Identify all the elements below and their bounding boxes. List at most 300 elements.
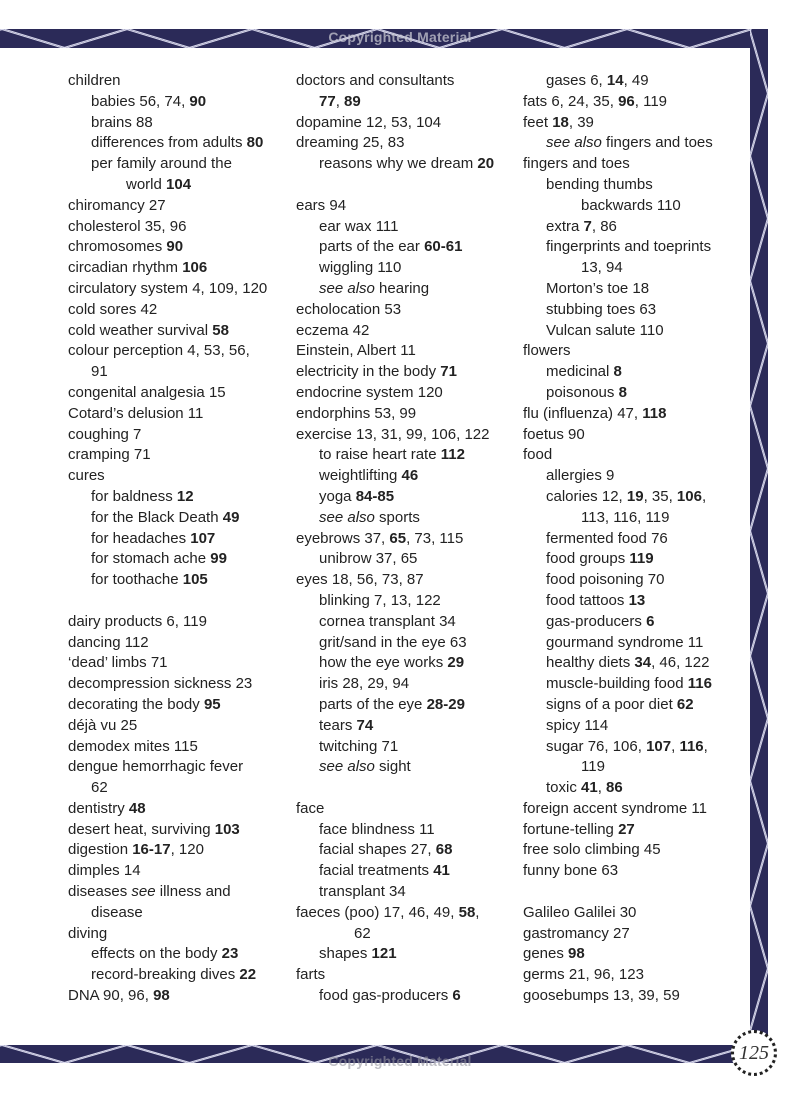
entry-text: dairy products 6, 119 bbox=[68, 612, 207, 630]
index-entry bbox=[523, 799, 748, 820]
page-ref-bold: 12 bbox=[176, 487, 194, 505]
entry-text: gas-producers bbox=[546, 612, 647, 630]
entry-text: calories 12, bbox=[546, 487, 627, 505]
page-ref-bold: 20 bbox=[477, 155, 495, 173]
index-subentry bbox=[296, 986, 516, 1007]
entry-text: chiromancy 27 bbox=[68, 196, 166, 214]
page-ref-bold: 106 bbox=[676, 487, 702, 505]
entry-text: DNA 90, 96, bbox=[68, 987, 154, 1005]
page-ref-bold: 119 bbox=[629, 550, 654, 568]
index-subentry bbox=[68, 113, 288, 134]
entry-text: Galileo Galilei 30 bbox=[523, 903, 637, 921]
entry-text: allergies 9 bbox=[546, 467, 615, 485]
entry-text: muscle-building food bbox=[546, 675, 688, 693]
entry-text: how the eye works bbox=[319, 654, 448, 672]
blank-line bbox=[523, 882, 748, 903]
page-ref-bold: 6 bbox=[646, 612, 655, 630]
page-ref-bold: 90 bbox=[166, 238, 184, 256]
entry-text: , 120 bbox=[170, 841, 204, 859]
page-ref-bold: 86 bbox=[606, 779, 623, 797]
entry-text: , 49 bbox=[623, 72, 649, 89]
entry-text: iris 28, 29, 94 bbox=[319, 675, 410, 693]
page-ref-bold: 68 bbox=[435, 841, 453, 859]
index-subentry bbox=[523, 258, 748, 279]
index-subentry bbox=[523, 175, 748, 196]
index-subentry bbox=[523, 633, 748, 654]
index-subentry bbox=[68, 570, 288, 591]
index-subentry bbox=[296, 716, 516, 737]
page-ref-bold: 23 bbox=[221, 945, 239, 963]
index-subentry bbox=[523, 674, 748, 695]
index-subentry bbox=[296, 258, 516, 279]
index-entry bbox=[68, 695, 288, 716]
index-entry bbox=[523, 154, 748, 175]
index-entry bbox=[523, 944, 748, 965]
page-ref-bold: 116 bbox=[679, 737, 704, 755]
right-decorative-border bbox=[750, 29, 768, 1039]
index-entry bbox=[523, 861, 748, 882]
index-entry bbox=[68, 383, 288, 404]
entry-text: doctors and consultants bbox=[296, 72, 455, 89]
index-entry bbox=[68, 986, 288, 1007]
index-subentry bbox=[68, 903, 288, 924]
blank-line bbox=[296, 175, 516, 196]
entry-text: fingerprints and toeprints bbox=[546, 238, 712, 256]
entry-text: sight bbox=[374, 758, 411, 776]
entry-text: effects on the body bbox=[91, 945, 222, 963]
entry-text: decorating the body bbox=[68, 695, 204, 713]
entry-text: cornea transplant 34 bbox=[319, 612, 456, 630]
index-subentry bbox=[523, 196, 748, 217]
page-ref-bold: 99 bbox=[210, 550, 227, 568]
entry-text: dentistry bbox=[68, 799, 129, 817]
cross-reference: see also bbox=[319, 758, 375, 776]
entry-text: Cotard’s delusion 11 bbox=[68, 404, 204, 422]
cross-reference: see bbox=[131, 883, 156, 901]
index-entry bbox=[523, 404, 748, 425]
page-ref-bold: 98 bbox=[153, 987, 170, 1005]
entry-text: funny bone 63 bbox=[523, 862, 619, 880]
index-entry bbox=[68, 404, 288, 425]
page-ref-bold: 112 bbox=[440, 446, 465, 464]
entry-text: fats 6, 24, 35, bbox=[523, 92, 619, 110]
index-entry bbox=[68, 196, 288, 217]
index-entry bbox=[68, 466, 288, 487]
index-entry bbox=[68, 674, 288, 695]
entry-text: ear wax 111 bbox=[319, 217, 399, 235]
index-entry bbox=[68, 425, 288, 446]
entry-text: circadian rhythm bbox=[68, 259, 183, 277]
entry-text: fermented food 76 bbox=[546, 529, 668, 547]
index-subentry bbox=[523, 217, 748, 238]
entry-text: electricity in the body bbox=[296, 363, 441, 381]
index-entry bbox=[68, 71, 288, 92]
index-entry bbox=[296, 903, 516, 924]
index-subentry bbox=[296, 445, 516, 466]
index-entry bbox=[68, 279, 288, 300]
entry-text: , 119 bbox=[634, 92, 667, 110]
entry-text: diving bbox=[68, 924, 108, 942]
page-number: 125 bbox=[739, 1041, 769, 1064]
entry-text: extra bbox=[546, 217, 584, 235]
entry-text: yoga bbox=[319, 487, 356, 505]
index-entry bbox=[68, 341, 288, 362]
entry-text: 113, 116, 119 bbox=[581, 508, 670, 526]
page-ref-bold: 121 bbox=[371, 945, 397, 963]
page-ref-bold: 58 bbox=[458, 903, 476, 921]
index-subentry bbox=[68, 965, 288, 986]
entry-text: food bbox=[523, 446, 553, 464]
index-entry bbox=[296, 300, 516, 321]
entry-text: flowers bbox=[523, 342, 571, 360]
entry-text: toxic bbox=[546, 779, 582, 797]
entry-text: fingers and toes bbox=[523, 155, 630, 173]
entry-text: Morton’s toe 18 bbox=[546, 279, 650, 297]
index-subentry bbox=[68, 92, 288, 113]
page-ref-bold: 65 bbox=[389, 529, 407, 547]
entry-text: dreaming 25, 83 bbox=[296, 134, 405, 152]
index-entry bbox=[523, 903, 748, 924]
entry-text: food poisoning 70 bbox=[546, 571, 665, 589]
page-ref-bold: 104 bbox=[166, 175, 192, 193]
index-subentry bbox=[296, 549, 516, 570]
index-subentry bbox=[296, 508, 516, 529]
index-entry bbox=[296, 425, 516, 446]
index-subentry bbox=[296, 237, 516, 258]
page-ref-bold: 95 bbox=[203, 695, 221, 713]
index-subentry bbox=[523, 508, 748, 529]
index-subentry bbox=[296, 279, 516, 300]
index-subentry bbox=[523, 529, 748, 550]
entry-text: gourmand syndrome 11 bbox=[546, 633, 704, 651]
index-entry bbox=[296, 113, 516, 134]
entry-text: hearing bbox=[374, 279, 430, 297]
entry-text: food tattoos bbox=[546, 591, 629, 609]
page-ref-bold: 62 bbox=[676, 695, 694, 713]
page-ref-bold: 14 bbox=[606, 72, 624, 89]
page-ref-bold: 8 bbox=[613, 363, 622, 381]
entry-text: , 86 bbox=[591, 217, 617, 235]
index-subentry bbox=[68, 175, 288, 196]
entry-text: illness and bbox=[155, 883, 231, 901]
page-ref-bold: 27 bbox=[618, 820, 635, 838]
index-subentry bbox=[523, 549, 748, 570]
index-subentry bbox=[296, 154, 516, 175]
index-entry bbox=[296, 71, 516, 92]
entry-text: dopamine 12, 53, 104 bbox=[296, 113, 442, 131]
index-subentry bbox=[523, 591, 748, 612]
entry-text: endocrine system 120 bbox=[296, 383, 443, 401]
entry-text: diseases bbox=[68, 883, 132, 901]
index-subentry bbox=[296, 633, 516, 654]
index-entry bbox=[296, 341, 516, 362]
index-entry bbox=[523, 113, 748, 134]
entry-text: dancing 112 bbox=[68, 633, 149, 651]
index-subentry bbox=[68, 529, 288, 550]
blank-line bbox=[68, 591, 288, 612]
page-ref-bold: 19 bbox=[626, 487, 644, 505]
index-subentry bbox=[523, 237, 748, 258]
index-entry bbox=[523, 965, 748, 986]
entry-text: genes bbox=[523, 945, 569, 963]
index-subentry bbox=[68, 154, 288, 175]
page-ref-bold: 89 bbox=[344, 92, 361, 110]
entry-text: facial shapes 27, bbox=[319, 841, 436, 859]
index-entry bbox=[296, 404, 516, 425]
page-ref-bold: 84-85 bbox=[355, 487, 395, 505]
entry-text: decompression sickness 23 bbox=[68, 675, 253, 693]
entry-text: unibrow 37, 65 bbox=[319, 550, 418, 568]
index-subentry bbox=[296, 695, 516, 716]
index-entry bbox=[296, 529, 516, 550]
entry-text: weightlifting bbox=[319, 467, 402, 485]
index-subentry bbox=[296, 487, 516, 508]
entry-text: parts of the eye bbox=[319, 695, 427, 713]
entry-text: chromosomes bbox=[68, 238, 167, 256]
entry-text: feet bbox=[523, 113, 553, 131]
index-subentry bbox=[523, 466, 748, 487]
index-entry bbox=[296, 321, 516, 342]
entry-text: sugar 76, 106, bbox=[546, 737, 647, 755]
blank-line bbox=[296, 778, 516, 799]
index-subentry bbox=[523, 653, 748, 674]
entry-text: , bbox=[335, 92, 345, 110]
entry-text: spicy 114 bbox=[546, 716, 609, 734]
entry-text: disease bbox=[91, 903, 143, 921]
entry-text: transplant 34 bbox=[319, 883, 406, 901]
page-ref-bold: 96 bbox=[618, 92, 635, 110]
entry-text: déjà vu 25 bbox=[68, 716, 138, 734]
index-entry bbox=[523, 341, 748, 362]
entry-text: differences from adults bbox=[91, 134, 247, 152]
entry-text: desert heat, surviving bbox=[68, 820, 215, 838]
index-subentry bbox=[523, 757, 748, 778]
entry-text: dengue hemorrhagic fever bbox=[68, 758, 244, 776]
index-subentry bbox=[523, 612, 748, 633]
entry-text: for baldness bbox=[91, 487, 177, 505]
entry-text: poisonous bbox=[546, 383, 619, 401]
entry-text: signs of a poor diet bbox=[546, 695, 677, 713]
entry-text: per family around the bbox=[91, 155, 232, 173]
entry-text: , bbox=[671, 737, 680, 755]
entry-text: stubbing toes 63 bbox=[546, 300, 657, 318]
page-ref-bold: 48 bbox=[128, 799, 146, 817]
entry-text: eczema 42 bbox=[296, 321, 370, 339]
page-ref-bold: 34 bbox=[634, 654, 652, 672]
entry-text: grit/sand in the eye 63 bbox=[319, 633, 467, 651]
entry-text: endorphins 53, 99 bbox=[296, 404, 417, 422]
index-entry bbox=[296, 383, 516, 404]
entry-text: for headaches bbox=[91, 529, 191, 547]
entry-text: medicinal bbox=[546, 363, 614, 381]
entry-text: farts bbox=[296, 966, 326, 984]
entry-text: echolocation 53 bbox=[296, 300, 402, 318]
page-ref-bold: 106 bbox=[182, 259, 208, 277]
entry-text: twitching 71 bbox=[319, 737, 399, 755]
index-entry bbox=[68, 300, 288, 321]
page-ref-bold: 118 bbox=[642, 404, 667, 422]
entry-text: sports bbox=[374, 508, 420, 526]
index-entry bbox=[68, 237, 288, 258]
page-ref-bold: 80 bbox=[246, 134, 264, 152]
index-subentry bbox=[523, 279, 748, 300]
page-ref-bold: 58 bbox=[212, 321, 229, 339]
index-subentry bbox=[296, 217, 516, 238]
entry-text: children bbox=[68, 72, 121, 89]
index-entry bbox=[68, 882, 288, 903]
entry-text: exercise 13, 31, 99, 106, 122 bbox=[296, 425, 490, 443]
index-subentry bbox=[68, 778, 288, 799]
index-entry bbox=[296, 570, 516, 591]
entry-text: for toothache bbox=[91, 571, 183, 589]
cross-reference: see also bbox=[319, 279, 375, 297]
entry-text: ears 94 bbox=[296, 196, 347, 214]
index-entry bbox=[68, 321, 288, 342]
index-subentry bbox=[296, 924, 516, 945]
page-ref-bold: 116 bbox=[687, 675, 712, 693]
index-entry bbox=[523, 840, 748, 861]
index-entry bbox=[68, 258, 288, 279]
entry-text: reasons why we dream bbox=[319, 155, 478, 173]
index-subentry bbox=[523, 133, 748, 154]
entry-text: gastromancy 27 bbox=[523, 924, 630, 942]
page-ref-bold: 46 bbox=[401, 467, 419, 485]
index-entry bbox=[68, 612, 288, 633]
entry-text: foreign accent syndrome 11 bbox=[523, 799, 707, 817]
entry-text: backwards 110 bbox=[581, 196, 681, 214]
index-subentry bbox=[296, 882, 516, 903]
index-subentry bbox=[296, 674, 516, 695]
entry-text: coughing 7 bbox=[68, 425, 142, 443]
index-subentry bbox=[68, 508, 288, 529]
index-entry bbox=[68, 737, 288, 758]
entry-text: cholesterol 35, 96 bbox=[68, 217, 187, 235]
index-subentry bbox=[523, 71, 748, 92]
entry-text: record-breaking dives bbox=[91, 966, 240, 984]
entry-text: goosebumps 13, 39, 59 bbox=[523, 987, 680, 1005]
index-subentry bbox=[523, 487, 748, 508]
entry-text: eyes 18, 56, 73, 87 bbox=[296, 571, 424, 589]
entry-text: to raise heart rate bbox=[319, 446, 441, 464]
index-subentry bbox=[296, 944, 516, 965]
page-ref-bold: 6 bbox=[452, 987, 461, 1005]
index-entry bbox=[523, 425, 748, 446]
entry-text: dimples 14 bbox=[68, 862, 141, 880]
index-subentry bbox=[68, 549, 288, 570]
index-subentry bbox=[296, 612, 516, 633]
index-subentry bbox=[523, 570, 748, 591]
entry-text: , 46, 122 bbox=[651, 654, 710, 672]
index-subentry bbox=[296, 840, 516, 861]
entry-text: gases 6, bbox=[546, 72, 607, 89]
page-ref-bold: 8 bbox=[618, 383, 627, 401]
entry-text: demodex mites 115 bbox=[68, 737, 198, 755]
page-ref-bold: 107 bbox=[190, 529, 216, 547]
entry-text: fingers and toes bbox=[601, 134, 713, 152]
page-ref-bold: 41 bbox=[433, 862, 450, 880]
index-subentry bbox=[523, 778, 748, 799]
entry-text: , 35, bbox=[643, 487, 677, 505]
entry-text: for stomach ache bbox=[91, 550, 211, 568]
index-subentry bbox=[296, 757, 516, 778]
entry-text: , bbox=[701, 487, 707, 505]
entry-text: , 73, 115 bbox=[406, 529, 464, 547]
index-subentry bbox=[296, 861, 516, 882]
entry-text: , bbox=[597, 779, 607, 797]
index-entry bbox=[68, 820, 288, 841]
index-column-2 bbox=[296, 71, 516, 1007]
index-entry bbox=[523, 92, 748, 113]
index-subentry bbox=[296, 92, 516, 113]
index-subentry bbox=[523, 383, 748, 404]
entry-text: circulatory system 4, 109, 120 bbox=[68, 279, 268, 297]
page-ref-bold: 28-29 bbox=[426, 695, 465, 713]
index-entry bbox=[68, 217, 288, 238]
entry-text: facial treatments bbox=[319, 862, 434, 880]
entry-text: 13, 94 bbox=[581, 259, 623, 277]
index-entry bbox=[523, 986, 748, 1007]
page-ref-bold: 49 bbox=[222, 508, 240, 526]
page-ref-bold: 105 bbox=[182, 571, 208, 589]
entry-text: parts of the ear bbox=[319, 238, 425, 256]
entry-text: food gas-producers bbox=[319, 987, 453, 1005]
entry-text: 91 bbox=[91, 363, 108, 381]
copyright-watermark-top: Copyrighted Material bbox=[328, 29, 472, 45]
page-ref-bold: 107 bbox=[646, 737, 672, 755]
index-subentry bbox=[296, 737, 516, 758]
index-subentry bbox=[68, 944, 288, 965]
entry-text: bending thumbs bbox=[546, 175, 653, 193]
entry-text: face bbox=[296, 799, 325, 817]
entry-text: tears bbox=[319, 716, 357, 734]
entry-text: free solo climbing 45 bbox=[523, 841, 661, 859]
entry-text: colour perception 4, 53, 56, bbox=[68, 342, 250, 360]
index-entry bbox=[68, 633, 288, 654]
entry-text: 62 bbox=[91, 779, 108, 797]
entry-text: eyebrows 37, bbox=[296, 529, 390, 547]
entry-text: 119 bbox=[581, 758, 605, 776]
entry-text: flu (influenza) 47, bbox=[523, 404, 643, 422]
index-entry bbox=[296, 196, 516, 217]
index-subentry bbox=[523, 716, 748, 737]
entry-text: blinking 7, 13, 122 bbox=[319, 591, 441, 609]
page-ref-bold: 29 bbox=[447, 654, 465, 672]
index-entry bbox=[68, 653, 288, 674]
entry-text: fortune-telling bbox=[523, 820, 619, 838]
entry-text: healthy diets bbox=[546, 654, 635, 672]
index-entry bbox=[68, 799, 288, 820]
page-ref-bold: 22 bbox=[239, 966, 257, 984]
page-ref-bold: 98 bbox=[568, 945, 585, 963]
index-entry bbox=[68, 840, 288, 861]
index-entry bbox=[523, 924, 748, 945]
index-entry bbox=[68, 716, 288, 737]
entry-text: congenital analgesia 15 bbox=[68, 383, 226, 401]
index-subentry bbox=[523, 321, 748, 342]
page-number-badge bbox=[731, 1030, 777, 1076]
index-subentry bbox=[68, 362, 288, 383]
index-entry bbox=[68, 861, 288, 882]
entry-text: brains 88 bbox=[91, 113, 153, 131]
entry-text: wiggling 110 bbox=[319, 259, 402, 277]
entry-text: germs 21, 96, 123 bbox=[523, 966, 644, 984]
entry-text: digestion bbox=[68, 841, 133, 859]
index-subentry bbox=[68, 487, 288, 508]
entry-text: cures bbox=[68, 467, 105, 485]
index-subentry bbox=[523, 695, 748, 716]
page-ref-bold: 90 bbox=[189, 92, 207, 110]
copyright-watermark-bottom: Copyrighted Material bbox=[328, 1053, 472, 1069]
